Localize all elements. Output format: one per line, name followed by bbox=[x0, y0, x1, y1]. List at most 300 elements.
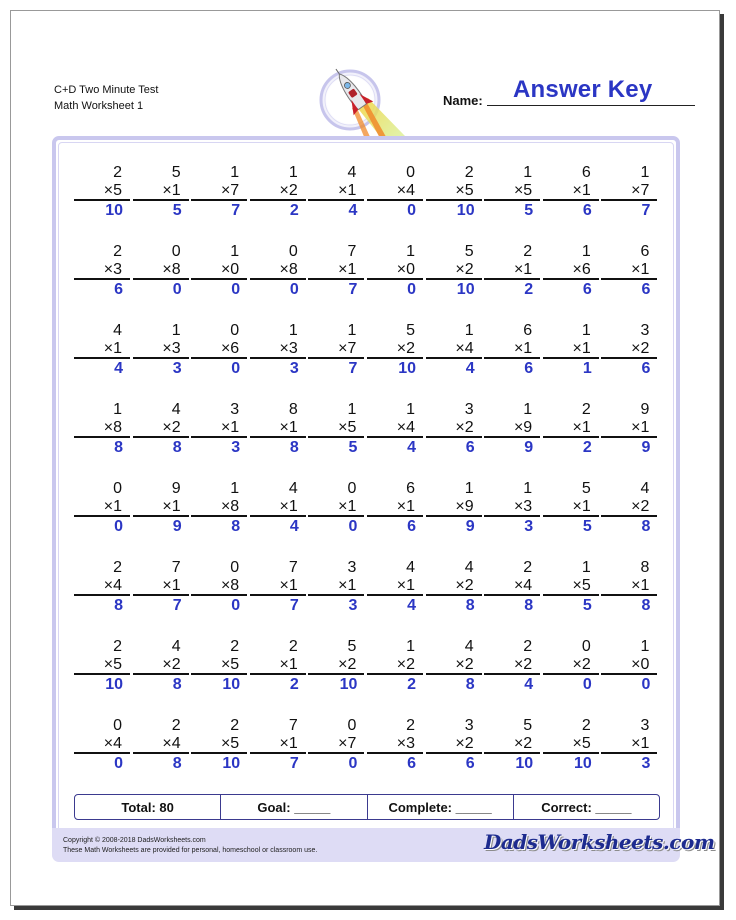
problem bbox=[601, 559, 657, 617]
problem-factor-bottom: ×1 bbox=[250, 419, 306, 438]
problem-factor-top: 6 bbox=[523, 322, 533, 339]
problem-factor-bottom: ×3 bbox=[74, 261, 130, 280]
problem-answer: 8 bbox=[465, 676, 475, 693]
problem-factor-bottom: ×4 bbox=[74, 735, 130, 754]
correct-cell[interactable]: Correct: _____ bbox=[541, 799, 632, 815]
problem bbox=[426, 322, 482, 380]
problem-factor-bottom: ×5 bbox=[74, 656, 130, 675]
problem bbox=[367, 243, 423, 301]
problem-answer: 6 bbox=[465, 755, 475, 772]
problem-answer: 6 bbox=[641, 360, 651, 377]
problem-answer: 7 bbox=[289, 755, 299, 772]
problem-factor-bottom: ×2 bbox=[543, 656, 599, 675]
problem-answer: 0 bbox=[348, 518, 358, 535]
problem-answer: 3 bbox=[231, 439, 241, 456]
problem-factor-top: 5 bbox=[171, 164, 181, 181]
problem-factor-top: 7 bbox=[347, 243, 357, 260]
problem-factor-bottom: ×2 bbox=[367, 656, 423, 675]
problem-answer: 6 bbox=[524, 360, 534, 377]
problem bbox=[74, 322, 130, 380]
problem bbox=[367, 164, 423, 222]
problem bbox=[308, 401, 364, 459]
problem-answer: 10 bbox=[339, 676, 358, 693]
problem-answer: 6 bbox=[582, 281, 592, 298]
problem-factor-top: 2 bbox=[523, 638, 533, 655]
problem bbox=[74, 717, 130, 775]
problem-factor-top: 1 bbox=[230, 480, 240, 497]
problem-factor-top: 1 bbox=[464, 322, 474, 339]
problem-answer: 9 bbox=[524, 439, 534, 456]
problem-factor-bottom: ×2 bbox=[133, 656, 189, 675]
problem bbox=[191, 638, 247, 696]
problem-factor-top: 2 bbox=[523, 243, 533, 260]
problem-factor-top: 1 bbox=[230, 164, 240, 181]
score-footer bbox=[74, 794, 660, 820]
problem-answer: 7 bbox=[172, 597, 182, 614]
problem-answer: 10 bbox=[222, 755, 241, 772]
problem bbox=[426, 401, 482, 459]
disclaimer-text: These Math Worksheets are provided for personal, homeschool or classroom use. bbox=[63, 847, 318, 854]
problem-factor-bottom: ×1 bbox=[484, 340, 540, 359]
problem bbox=[133, 559, 189, 617]
problem-factor-bottom: ×8 bbox=[133, 261, 189, 280]
problem-factor-top: 3 bbox=[464, 717, 474, 734]
problem-factor-top: 1 bbox=[523, 164, 533, 181]
problem bbox=[543, 717, 599, 775]
problem-factor-bottom: ×1 bbox=[367, 577, 423, 596]
problem-factor-bottom: ×1 bbox=[308, 577, 364, 596]
problem-answer: 8 bbox=[114, 439, 123, 456]
problem-factor-bottom: ×1 bbox=[308, 261, 364, 280]
problem-answer: 5 bbox=[172, 202, 182, 219]
problem bbox=[250, 559, 306, 617]
problem bbox=[308, 559, 364, 617]
problem-answer: 4 bbox=[348, 202, 358, 219]
problem bbox=[74, 243, 130, 301]
problem bbox=[250, 322, 306, 380]
problem-factor-top: 1 bbox=[581, 322, 591, 339]
problem-factor-top: 7 bbox=[171, 559, 181, 576]
problem bbox=[426, 717, 482, 775]
problem-answer: 1 bbox=[582, 360, 592, 377]
problem-factor-bottom: ×7 bbox=[308, 735, 364, 754]
problem-factor-bottom: ×1 bbox=[133, 577, 189, 596]
problem-factor-top: 2 bbox=[113, 164, 122, 181]
problem bbox=[426, 559, 482, 617]
problem-factor-bottom: ×4 bbox=[367, 419, 423, 438]
problem-answer: 10 bbox=[574, 755, 592, 772]
problem-answer: 4 bbox=[407, 597, 416, 614]
problem-answer: 4 bbox=[465, 360, 475, 377]
problem-factor-bottom: ×3 bbox=[250, 340, 306, 359]
problem-answer: 6 bbox=[465, 439, 475, 456]
problem bbox=[484, 559, 540, 617]
problem-factor-bottom: ×8 bbox=[250, 261, 306, 280]
problem-factor-bottom: ×3 bbox=[133, 340, 189, 359]
problem bbox=[543, 559, 599, 617]
problem bbox=[191, 559, 247, 617]
problem bbox=[484, 243, 540, 301]
answer-key-heading: Answer Key bbox=[513, 76, 653, 103]
problem-factor-top: 2 bbox=[581, 717, 591, 734]
problem-factor-bottom: ×5 bbox=[426, 182, 482, 201]
problem-factor-bottom: ×1 bbox=[74, 340, 130, 359]
problem bbox=[484, 717, 540, 775]
problem-factor-top: 1 bbox=[347, 322, 357, 339]
problem-answer: 5 bbox=[582, 597, 592, 614]
problem-answer: 3 bbox=[524, 518, 534, 535]
problem-answer: 7 bbox=[641, 202, 651, 219]
problem-factor-bottom: ×1 bbox=[250, 577, 306, 596]
copyright-text: Copyright © 2008-2018 DadsWorksheets.com bbox=[63, 837, 206, 844]
problem-factor-top: 3 bbox=[640, 322, 650, 339]
problem-answer: 6 bbox=[582, 202, 592, 219]
problem-answer: 10 bbox=[515, 755, 534, 772]
problem-factor-bottom: ×2 bbox=[601, 340, 657, 359]
worksheet-title: C+D Two Minute Test bbox=[54, 84, 159, 96]
problem-answer: 8 bbox=[641, 597, 651, 614]
problem-factor-bottom: ×3 bbox=[484, 498, 540, 517]
problem-factor-top: 7 bbox=[288, 717, 298, 734]
problem-factor-bottom: ×1 bbox=[367, 498, 423, 517]
problem-factor-top: 0 bbox=[230, 322, 240, 339]
problem-factor-bottom: ×8 bbox=[191, 577, 247, 596]
problem bbox=[133, 717, 189, 775]
problem-factor-bottom: ×5 bbox=[543, 577, 599, 596]
problem-factor-bottom: ×1 bbox=[601, 261, 657, 280]
problem-factor-top: 1 bbox=[581, 559, 591, 576]
problem-factor-bottom: ×2 bbox=[426, 419, 482, 438]
problem-factor-bottom: ×1 bbox=[74, 498, 130, 517]
problem bbox=[543, 164, 599, 222]
problem-factor-top: 4 bbox=[347, 164, 357, 181]
problem bbox=[367, 559, 423, 617]
problem-factor-top: 6 bbox=[406, 480, 415, 497]
problem-factor-top: 1 bbox=[347, 401, 357, 418]
problem bbox=[601, 243, 657, 301]
problem bbox=[484, 480, 540, 538]
problem-answer: 2 bbox=[524, 281, 534, 298]
problem-answer: 6 bbox=[407, 518, 416, 535]
complete-cell[interactable]: Complete: _____ bbox=[368, 795, 514, 819]
problem bbox=[484, 401, 540, 459]
problem bbox=[74, 480, 130, 538]
problem bbox=[601, 480, 657, 538]
problem-factor-top: 8 bbox=[640, 559, 650, 576]
problem-factor-top: 1 bbox=[288, 322, 298, 339]
problem-factor-bottom: ×2 bbox=[133, 419, 189, 438]
problem-factor-top: 5 bbox=[406, 322, 415, 339]
problem bbox=[543, 638, 599, 696]
problem-answer: 0 bbox=[231, 281, 241, 298]
problem-factor-top: 2 bbox=[406, 717, 415, 734]
problem-factor-bottom: ×0 bbox=[367, 261, 423, 280]
problem-answer: 0 bbox=[231, 360, 241, 377]
problem-answer: 10 bbox=[456, 202, 475, 219]
problem-answer: 8 bbox=[231, 518, 241, 535]
problem-answer: 7 bbox=[348, 360, 358, 377]
worksheet-subtitle: Math Worksheet 1 bbox=[54, 100, 144, 112]
problem-factor-top: 2 bbox=[171, 717, 181, 734]
problem bbox=[367, 322, 423, 380]
problem-factor-bottom: ×2 bbox=[484, 735, 540, 754]
problem-factor-top: 1 bbox=[640, 164, 650, 181]
problem-factor-bottom: ×5 bbox=[484, 182, 540, 201]
problem-factor-top: 4 bbox=[464, 559, 474, 576]
problem bbox=[250, 243, 306, 301]
problem-factor-bottom: ×2 bbox=[426, 261, 482, 280]
problem-answer: 8 bbox=[172, 439, 182, 456]
problem bbox=[191, 401, 247, 459]
problem-factor-bottom: ×2 bbox=[308, 656, 364, 675]
problem-answer: 3 bbox=[348, 597, 358, 614]
problem bbox=[191, 243, 247, 301]
problem bbox=[191, 164, 247, 222]
problem-factor-top: 0 bbox=[347, 717, 357, 734]
problem-answer: 3 bbox=[289, 360, 299, 377]
problem-factor-bottom: ×2 bbox=[484, 656, 540, 675]
problem-factor-top: 0 bbox=[581, 638, 591, 655]
problem-answer: 4 bbox=[524, 676, 534, 693]
problem-answer: 10 bbox=[105, 202, 123, 219]
problem bbox=[367, 480, 423, 538]
problem bbox=[133, 322, 189, 380]
problem bbox=[601, 322, 657, 380]
problem-factor-bottom: ×1 bbox=[133, 182, 189, 201]
problem-factor-bottom: ×4 bbox=[367, 182, 423, 201]
problem-factor-bottom: ×8 bbox=[74, 419, 130, 438]
problem-factor-bottom: ×9 bbox=[484, 419, 540, 438]
problem-factor-bottom: ×8 bbox=[191, 498, 247, 517]
problem-answer: 9 bbox=[641, 439, 651, 456]
problem-factor-top: 0 bbox=[406, 164, 415, 181]
problem-factor-top: 0 bbox=[113, 717, 122, 734]
problem-factor-top: 1 bbox=[113, 401, 122, 418]
problem-factor-bottom: ×4 bbox=[426, 340, 482, 359]
problem-factor-top: 2 bbox=[230, 717, 240, 734]
problem-answer: 10 bbox=[398, 360, 416, 377]
problem-answer: 0 bbox=[348, 755, 358, 772]
problem-answer: 2 bbox=[582, 439, 592, 456]
problem bbox=[601, 638, 657, 696]
problem bbox=[191, 717, 247, 775]
problem-factor-top: 0 bbox=[230, 559, 240, 576]
problem-answer: 0 bbox=[172, 281, 182, 298]
problem bbox=[133, 243, 189, 301]
problem-factor-top: 5 bbox=[347, 638, 357, 655]
problem-factor-bottom: ×3 bbox=[367, 735, 423, 754]
problem bbox=[250, 480, 306, 538]
problem-factor-top: 2 bbox=[113, 638, 122, 655]
problem-answer: 8 bbox=[172, 676, 182, 693]
problem bbox=[308, 638, 364, 696]
problem-answer: 3 bbox=[641, 755, 651, 772]
problem bbox=[191, 322, 247, 380]
problem bbox=[543, 322, 599, 380]
problem-answer: 0 bbox=[641, 676, 651, 693]
problem-answer: 2 bbox=[289, 202, 299, 219]
problem-answer: 10 bbox=[222, 676, 241, 693]
problem-factor-top: 2 bbox=[581, 401, 591, 418]
problem-factor-top: 1 bbox=[464, 480, 474, 497]
problem bbox=[74, 164, 130, 222]
problem-answer: 6 bbox=[641, 281, 651, 298]
problem-answer: 2 bbox=[289, 676, 299, 693]
problem bbox=[484, 322, 540, 380]
problem-factor-top: 2 bbox=[113, 559, 122, 576]
problem-factor-top: 4 bbox=[640, 480, 650, 497]
problem-answer: 0 bbox=[407, 281, 416, 298]
problem-factor-bottom: ×9 bbox=[426, 498, 482, 517]
problem-factor-top: 3 bbox=[230, 401, 240, 418]
problem-factor-bottom: ×1 bbox=[308, 498, 364, 517]
problem-answer: 5 bbox=[348, 439, 358, 456]
problem-factor-top: 6 bbox=[640, 243, 650, 260]
problem bbox=[308, 243, 364, 301]
problem bbox=[74, 638, 130, 696]
problem-factor-top: 1 bbox=[171, 322, 181, 339]
problem-factor-top: 4 bbox=[171, 401, 181, 418]
problem-answer: 4 bbox=[289, 518, 299, 535]
problem-factor-top: 1 bbox=[640, 638, 650, 655]
problem-answer: 3 bbox=[172, 360, 182, 377]
problem-factor-bottom: ×4 bbox=[484, 577, 540, 596]
problem-answer: 0 bbox=[407, 202, 416, 219]
problem bbox=[426, 164, 482, 222]
problem-factor-top: 2 bbox=[230, 638, 240, 655]
goal-cell[interactable]: Goal: _____ bbox=[221, 795, 367, 819]
problem-factor-top: 7 bbox=[288, 559, 298, 576]
problem-answer: 0 bbox=[231, 597, 241, 614]
problem bbox=[367, 717, 423, 775]
problem-answer: 6 bbox=[114, 281, 123, 298]
problem bbox=[191, 480, 247, 538]
problem-factor-bottom: ×6 bbox=[191, 340, 247, 359]
problem-answer: 8 bbox=[172, 755, 182, 772]
problem-factor-top: 1 bbox=[406, 638, 415, 655]
problem-answer: 0 bbox=[289, 281, 299, 298]
problem-factor-bottom: ×1 bbox=[543, 498, 599, 517]
problem-factor-bottom: ×0 bbox=[601, 656, 657, 675]
problem-answer: 0 bbox=[114, 518, 123, 535]
problem bbox=[250, 401, 306, 459]
problem-factor-top: 5 bbox=[464, 243, 474, 260]
problem bbox=[74, 559, 130, 617]
problem-factor-top: 1 bbox=[523, 480, 533, 497]
problem-factor-bottom: ×1 bbox=[601, 735, 657, 754]
problem-factor-bottom: ×5 bbox=[74, 182, 130, 201]
problem-factor-top: 4 bbox=[464, 638, 474, 655]
problem-factor-top: 5 bbox=[523, 717, 533, 734]
problem-factor-bottom: ×0 bbox=[191, 261, 247, 280]
problem bbox=[250, 164, 306, 222]
problem-answer: 9 bbox=[172, 518, 182, 535]
problem-factor-top: 2 bbox=[113, 243, 122, 260]
problem bbox=[308, 322, 364, 380]
problem-answer: 10 bbox=[456, 281, 475, 298]
problem-answer: 0 bbox=[114, 755, 123, 772]
problem-factor-bottom: ×4 bbox=[74, 577, 130, 596]
problem-factor-bottom: ×5 bbox=[191, 735, 247, 754]
problem-factor-bottom: ×5 bbox=[543, 735, 599, 754]
problem-factor-top: 9 bbox=[171, 480, 181, 497]
problem-answer: 10 bbox=[105, 676, 123, 693]
problem-answer: 7 bbox=[348, 281, 358, 298]
problem-factor-bottom: ×1 bbox=[543, 419, 599, 438]
problem bbox=[74, 401, 130, 459]
problem bbox=[308, 164, 364, 222]
problem-factor-top: 1 bbox=[230, 243, 240, 260]
problem-factor-top: 8 bbox=[288, 401, 298, 418]
problem-factor-bottom: ×2 bbox=[426, 577, 482, 596]
problem bbox=[426, 638, 482, 696]
problem-factor-top: 3 bbox=[347, 559, 357, 576]
problem-factor-bottom: ×1 bbox=[543, 340, 599, 359]
problem-factor-bottom: ×1 bbox=[250, 498, 306, 517]
problem-answer: 5 bbox=[524, 202, 534, 219]
problem-answer: 8 bbox=[641, 518, 651, 535]
problem-factor-bottom: ×2 bbox=[250, 182, 306, 201]
problem-factor-top: 2 bbox=[288, 638, 298, 655]
problem bbox=[367, 401, 423, 459]
problem-factor-top: 1 bbox=[581, 243, 591, 260]
problem-factor-top: 3 bbox=[640, 717, 650, 734]
problem-factor-bottom: ×5 bbox=[191, 656, 247, 675]
problem-answer: 7 bbox=[289, 597, 299, 614]
problem-factor-top: 6 bbox=[581, 164, 591, 181]
problem bbox=[601, 164, 657, 222]
name-label: Name: bbox=[443, 93, 483, 108]
problem-factor-top: 1 bbox=[406, 401, 415, 418]
problem bbox=[543, 480, 599, 538]
problem bbox=[601, 717, 657, 775]
problem-factor-top: 1 bbox=[406, 243, 415, 260]
problem-factor-bottom: ×1 bbox=[601, 577, 657, 596]
problem-factor-top: 0 bbox=[288, 243, 298, 260]
problem-factor-top: 4 bbox=[406, 559, 415, 576]
problem bbox=[250, 638, 306, 696]
problem bbox=[426, 480, 482, 538]
problem-factor-bottom: ×1 bbox=[191, 419, 247, 438]
problem bbox=[133, 401, 189, 459]
problem-factor-bottom: ×7 bbox=[191, 182, 247, 201]
problem-factor-top: 4 bbox=[288, 480, 298, 497]
problem-factor-top: 0 bbox=[171, 243, 181, 260]
problem-answer: 6 bbox=[407, 755, 416, 772]
problem-factor-bottom: ×2 bbox=[426, 735, 482, 754]
problem-answer: 8 bbox=[114, 597, 123, 614]
problem-factor-bottom: ×1 bbox=[484, 261, 540, 280]
problem bbox=[543, 401, 599, 459]
problem-answer: 5 bbox=[582, 518, 592, 535]
problem-factor-bottom: ×5 bbox=[308, 419, 364, 438]
problem-answer: 0 bbox=[582, 676, 592, 693]
problem bbox=[133, 164, 189, 222]
problem-factor-bottom: ×4 bbox=[133, 735, 189, 754]
problem bbox=[133, 638, 189, 696]
problem bbox=[601, 401, 657, 459]
problem-factor-bottom: ×1 bbox=[250, 656, 306, 675]
problem bbox=[367, 638, 423, 696]
problem-answer: 8 bbox=[465, 597, 475, 614]
problem-factor-bottom: ×7 bbox=[308, 340, 364, 359]
problem bbox=[543, 243, 599, 301]
problem bbox=[308, 480, 364, 538]
problem-answer: 7 bbox=[231, 202, 241, 219]
problem-factor-bottom: ×1 bbox=[543, 182, 599, 201]
problem-factor-bottom: ×7 bbox=[601, 182, 657, 201]
problem-factor-bottom: ×2 bbox=[367, 340, 423, 359]
